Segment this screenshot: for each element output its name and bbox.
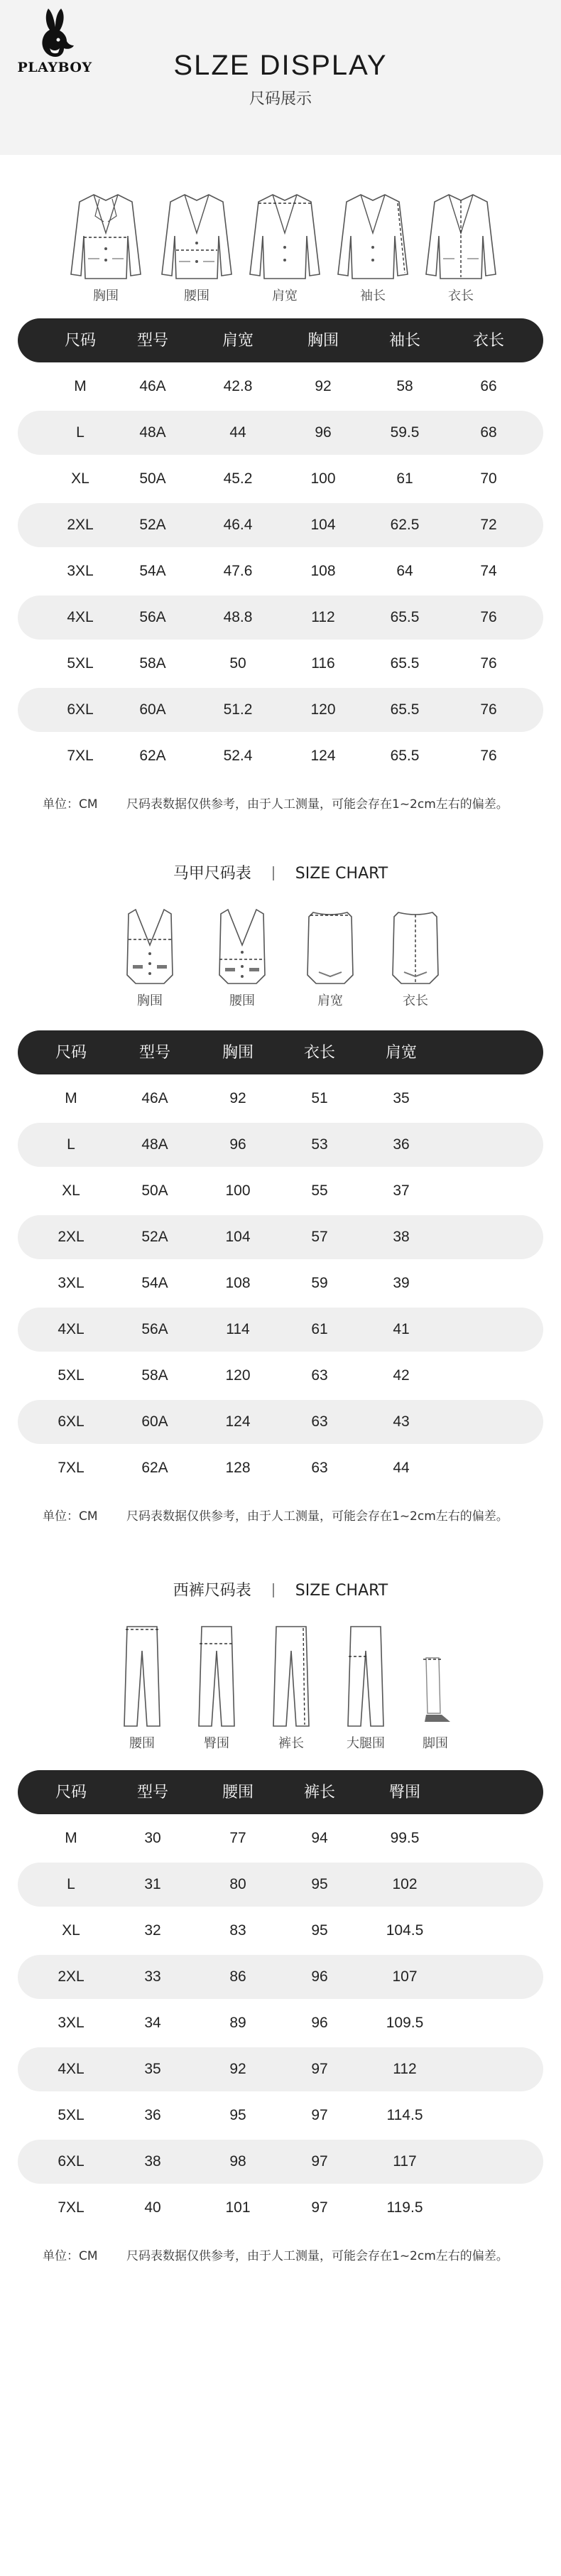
table-cell: 7XL [58,2199,85,2216]
table-cell: 50A [139,470,166,487]
header [0,0,561,155]
table-row [18,688,543,732]
table-cell: L [76,424,85,441]
vest-title-en: SIZE CHART [295,865,388,883]
table-cell: 53 [311,1136,328,1153]
table-cell: 2XL [58,1968,85,1985]
table-cell: 3XL [67,563,94,579]
table-cell: 5XL [58,2107,85,2123]
figure-label: 胸围 [137,993,163,1008]
table-row [18,1308,543,1352]
table-cell: 34 [144,2015,161,2031]
table-row [18,1446,543,1490]
table-cell: 99.5 [390,1830,420,1846]
figure-label: 肩宽 [272,289,298,303]
table-cell: 38 [393,1229,410,1245]
suit-size-table [18,318,543,778]
table-cell: 80 [229,1876,246,1892]
note-text: 尺码表数据仅供参考，由于人工测量，可能会存在1~2cm左右的偏差。 [126,1509,508,1524]
table-cell: 96 [311,1968,328,1985]
table-cell: 48.8 [223,609,253,625]
table-cell: 117 [393,2153,417,2170]
figure-label: 臀围 [204,1736,229,1751]
vest-size-table [18,1030,543,1490]
table-cell: 65.5 [390,655,420,672]
table-cell: 61 [311,1321,328,1337]
page-title: SLZE DISPLAY [173,50,388,81]
table-cell: 114 [226,1321,250,1337]
figure-label: 胸围 [93,289,119,303]
table-cell: 46.4 [223,517,253,533]
table-cell: 58 [396,378,413,394]
table-cell: 52.4 [223,748,253,764]
figure-label: 脚围 [423,1736,448,1751]
table-cell: 98 [229,2153,246,2170]
title-divider [273,1583,274,1597]
table-cell: 95 [311,1922,328,1939]
table-row [18,549,543,593]
jacket-waist-icon [158,190,236,281]
jacket-figure-shoulder [239,190,331,304]
table-cell: 65.5 [390,701,420,718]
suit-note [43,794,561,812]
table-cell: 92 [315,378,332,394]
column-header: 尺码 [55,1783,87,1801]
table-cell: 102 [392,1876,418,1892]
table-row [18,2093,543,2138]
table-cell: 32 [144,1922,161,1939]
table-cell: 39 [393,1275,410,1291]
table-cell: 63 [311,1413,328,1430]
table-cell: 52A [141,1229,168,1245]
table-cell: 50 [229,655,246,672]
column-header: 胸围 [222,1043,254,1061]
table-cell: 112 [311,609,335,625]
table-cell: 6XL [58,2153,85,2170]
table-cell: 55 [311,1182,328,1199]
table-cell: 62.5 [390,517,420,533]
table-row [18,2047,543,2091]
table-cell: 36 [144,2107,161,2123]
table-cell: 2XL [67,517,94,533]
table-cell: 51.2 [223,701,253,718]
table-row [18,1123,543,1167]
table-row [18,503,543,547]
table-cell: 94 [311,1830,328,1846]
table-cell: 74 [480,563,497,579]
table-cell: 30 [144,1830,161,1846]
table-cell: L [67,1876,75,1892]
table-cell: 107 [392,1968,418,1985]
note-unit: 单位：CM [43,2249,98,2263]
table-row [18,457,543,501]
pants-title-cn: 西裤尺码表 [173,1582,251,1600]
table-row [18,1955,543,1999]
pants-figures [0,1605,561,1770]
table-cell: 97 [311,2153,328,2170]
figure-label: 肩宽 [317,993,343,1008]
jacket-figure-sleeve [327,190,419,304]
table-cell: 76 [480,748,497,764]
table-row [18,1215,543,1259]
pants-hip-icon [192,1622,241,1729]
table-cell: 120 [225,1367,251,1384]
table-row [18,2001,543,2045]
figure-label: 腰围 [229,993,255,1008]
table-cell: 2XL [58,1229,85,1245]
jacket-figure-chest [60,190,152,304]
jacket-chest-icon [67,190,145,281]
table-cell: 42.8 [223,378,253,394]
table-cell: 50A [141,1182,168,1199]
table-cell: L [67,1136,75,1153]
vest-chest-icon [121,907,178,986]
pants-thigh-icon [341,1622,391,1729]
table-cell: 37 [393,1182,410,1199]
table-cell: 100 [225,1182,251,1199]
table-cell: 65.5 [390,609,420,625]
table-cell: 124 [225,1413,251,1430]
pants-size-table [18,1770,543,2230]
column-header: 型号 [136,1783,168,1801]
table-cell: 114.5 [386,2107,423,2123]
table-cell: 46A [141,1090,168,1106]
table-cell: 92 [229,2061,246,2077]
table-row [18,2186,543,2230]
table-cell: 6XL [58,1413,85,1430]
table-cell: 63 [311,1460,328,1476]
table-cell: 4XL [58,2061,85,2077]
column-header: 型号 [136,331,168,349]
table-cell: 95 [229,2107,246,2123]
table-cell: 108 [225,1275,251,1291]
table-cell: 3XL [58,1275,85,1291]
table-cell: 96 [229,1136,246,1153]
vest-length-icon [387,907,444,986]
table-cell: 68 [480,424,497,441]
table-cell: 104.5 [386,1922,424,1939]
table-cell: 97 [311,2061,328,2077]
note-unit: 单位：CM [43,797,98,812]
suit-figures [0,155,561,333]
table-cell: 77 [229,1830,246,1846]
column-header: 尺码 [64,331,96,349]
table-row [18,596,543,640]
brand-name: PLAYBOY [17,60,92,75]
table-cell: 104 [310,517,336,533]
vest-figure-length [369,907,462,1009]
table-row [18,411,543,455]
vest-figure-chest [104,907,196,1009]
table-cell: 124 [310,748,336,764]
table-cell: 60A [141,1413,168,1430]
table-cell: 109.5 [386,2015,424,2031]
table-cell: 96 [315,424,332,441]
table-cell: 47.6 [223,563,253,579]
column-header: 裤长 [303,1783,335,1801]
table-cell: M [74,378,87,394]
column-header: 袖长 [388,331,420,349]
column-header: 衣长 [303,1043,335,1061]
table-cell: 51 [311,1090,328,1106]
table-cell: 70 [480,470,497,487]
table-row [18,1261,543,1305]
table-row [18,642,543,686]
table-cell: 38 [144,2153,161,2170]
figure-label: 腰围 [184,289,209,303]
table-cell: 33 [144,1968,161,1985]
table-cell: 52A [139,517,166,533]
figure-label: 衣长 [403,993,428,1008]
column-header: 腰围 [222,1783,254,1801]
pants-hem-icon [410,1622,460,1729]
vest-shoulder-icon [302,907,359,986]
table-cell: 58A [139,655,166,672]
table-cell: 83 [229,1922,246,1939]
table-cell: 45.2 [223,470,253,487]
table-cell: 62A [141,1460,168,1476]
column-header: 衣长 [472,331,504,349]
figure-label: 衣长 [448,289,474,303]
table-cell: 95 [311,1876,328,1892]
table-cell: 56A [141,1321,168,1337]
table-cell: 97 [311,2199,328,2216]
table-cell: 101 [225,2199,251,2216]
note-text: 尺码表数据仅供参考，由于人工测量，可能会存在1~2cm左右的偏差。 [126,797,508,812]
table-cell: 64 [396,563,413,579]
table-cell: 7XL [67,748,94,764]
table-cell: 60A [139,701,166,718]
figure-label: 腰围 [129,1736,155,1751]
jacket-length-icon [422,190,500,281]
vest-note [43,1506,561,1524]
table-cell: 108 [310,563,336,579]
table-cell: 5XL [67,655,94,672]
table-cell: 48A [141,1136,168,1153]
table-cell: 112 [393,2061,417,2077]
table-header [18,1030,543,1074]
table-cell: 76 [480,655,497,672]
table-cell: 57 [311,1229,328,1245]
pants-figure-hem [389,1622,481,1752]
jacket-figure-length [415,190,507,304]
figure-label: 袖长 [360,289,386,303]
table-cell: 119.5 [386,2199,423,2216]
table-row [18,365,543,409]
table-cell: 59 [311,1275,328,1291]
jacket-sleeve-icon [334,190,412,281]
pants-note [43,2246,561,2263]
table-cell: 5XL [58,1367,85,1384]
table-cell: 128 [225,1460,251,1476]
table-cell: 76 [480,701,497,718]
table-cell: XL [62,1922,80,1939]
vest-figures [0,888,561,1030]
pants-waist-icon [117,1622,167,1729]
table-row [18,1909,543,1953]
vest-section-title [0,860,561,888]
table-cell: M [65,1830,77,1846]
table-cell: 43 [393,1413,410,1430]
table-cell: 48A [139,424,166,441]
table-cell: 54A [139,563,166,579]
table-cell: 72 [480,517,497,533]
table-cell: 63 [311,1367,328,1384]
table-cell: 116 [311,655,335,672]
table-cell: 76 [480,609,497,625]
figure-label: 裤长 [278,1736,304,1751]
table-cell: M [65,1090,77,1106]
table-cell: 92 [229,1090,246,1106]
table-cell: 104 [225,1229,251,1245]
table-row [18,734,543,778]
table-cell: 42 [393,1367,410,1384]
table-cell: 120 [310,701,336,718]
note-unit: 单位：CM [43,1509,98,1524]
page-subtitle: 尺码展示 [249,90,312,108]
table-cell: XL [62,1182,80,1199]
table-cell: 35 [144,2061,161,2077]
table-row [18,1863,543,1907]
pants-section-title [0,1577,561,1605]
table-row [18,2140,543,2184]
note-text: 尺码表数据仅供参考，由于人工测量，可能会存在1~2cm左右的偏差。 [126,2249,508,2263]
table-cell: 59.5 [390,424,420,441]
table-cell: 61 [396,470,413,487]
jacket-shoulder-icon [246,190,324,281]
table-row [18,1169,543,1213]
jacket-figure-waist [151,190,243,304]
table-cell: 62A [139,748,166,764]
table-cell: 4XL [58,1321,85,1337]
pants-length-icon [266,1622,316,1729]
table-cell: 100 [310,470,336,487]
column-header: 尺码 [55,1043,87,1061]
table-cell: 56A [139,609,166,625]
table-row [18,1816,543,1860]
vest-waist-icon [214,907,271,986]
vest-figure-shoulder [284,907,376,1009]
figure-label: 大腿围 [347,1736,385,1751]
table-cell: 44 [393,1460,410,1476]
table-cell: 41 [393,1321,410,1337]
table-cell: 4XL [67,609,94,625]
table-cell: 54A [141,1275,168,1291]
vest-figure-waist [196,907,288,1009]
column-header: 臀围 [388,1783,420,1801]
table-cell: 35 [393,1090,410,1106]
vest-title-cn: 马甲尺码表 [173,865,251,883]
table-row [18,1077,543,1121]
title-divider [273,866,274,880]
table-cell: XL [71,470,89,487]
table-header [18,318,543,362]
table-cell: 31 [144,1876,161,1892]
table-row [18,1400,543,1444]
table-cell: 44 [229,424,246,441]
column-header: 型号 [138,1043,170,1061]
table-cell: 89 [229,2015,246,2031]
column-header: 胸围 [307,331,339,349]
table-cell: 6XL [67,701,94,718]
table-cell: 65.5 [390,748,420,764]
table-cell: 3XL [58,2015,85,2031]
table-cell: 46A [139,378,166,394]
table-cell: 97 [311,2107,328,2123]
table-cell: 7XL [58,1460,85,1476]
table-cell: 58A [141,1367,168,1384]
column-header: 肩宽 [222,331,254,349]
table-cell: 66 [480,378,497,394]
table-header [18,1770,543,1814]
pants-title-en: SIZE CHART [295,1582,388,1600]
table-row [18,1354,543,1398]
table-cell: 86 [229,1968,246,1985]
table-cell: 36 [393,1136,410,1153]
table-cell: 40 [144,2199,161,2216]
column-header: 肩宽 [385,1043,417,1061]
table-cell: 96 [311,2015,328,2031]
